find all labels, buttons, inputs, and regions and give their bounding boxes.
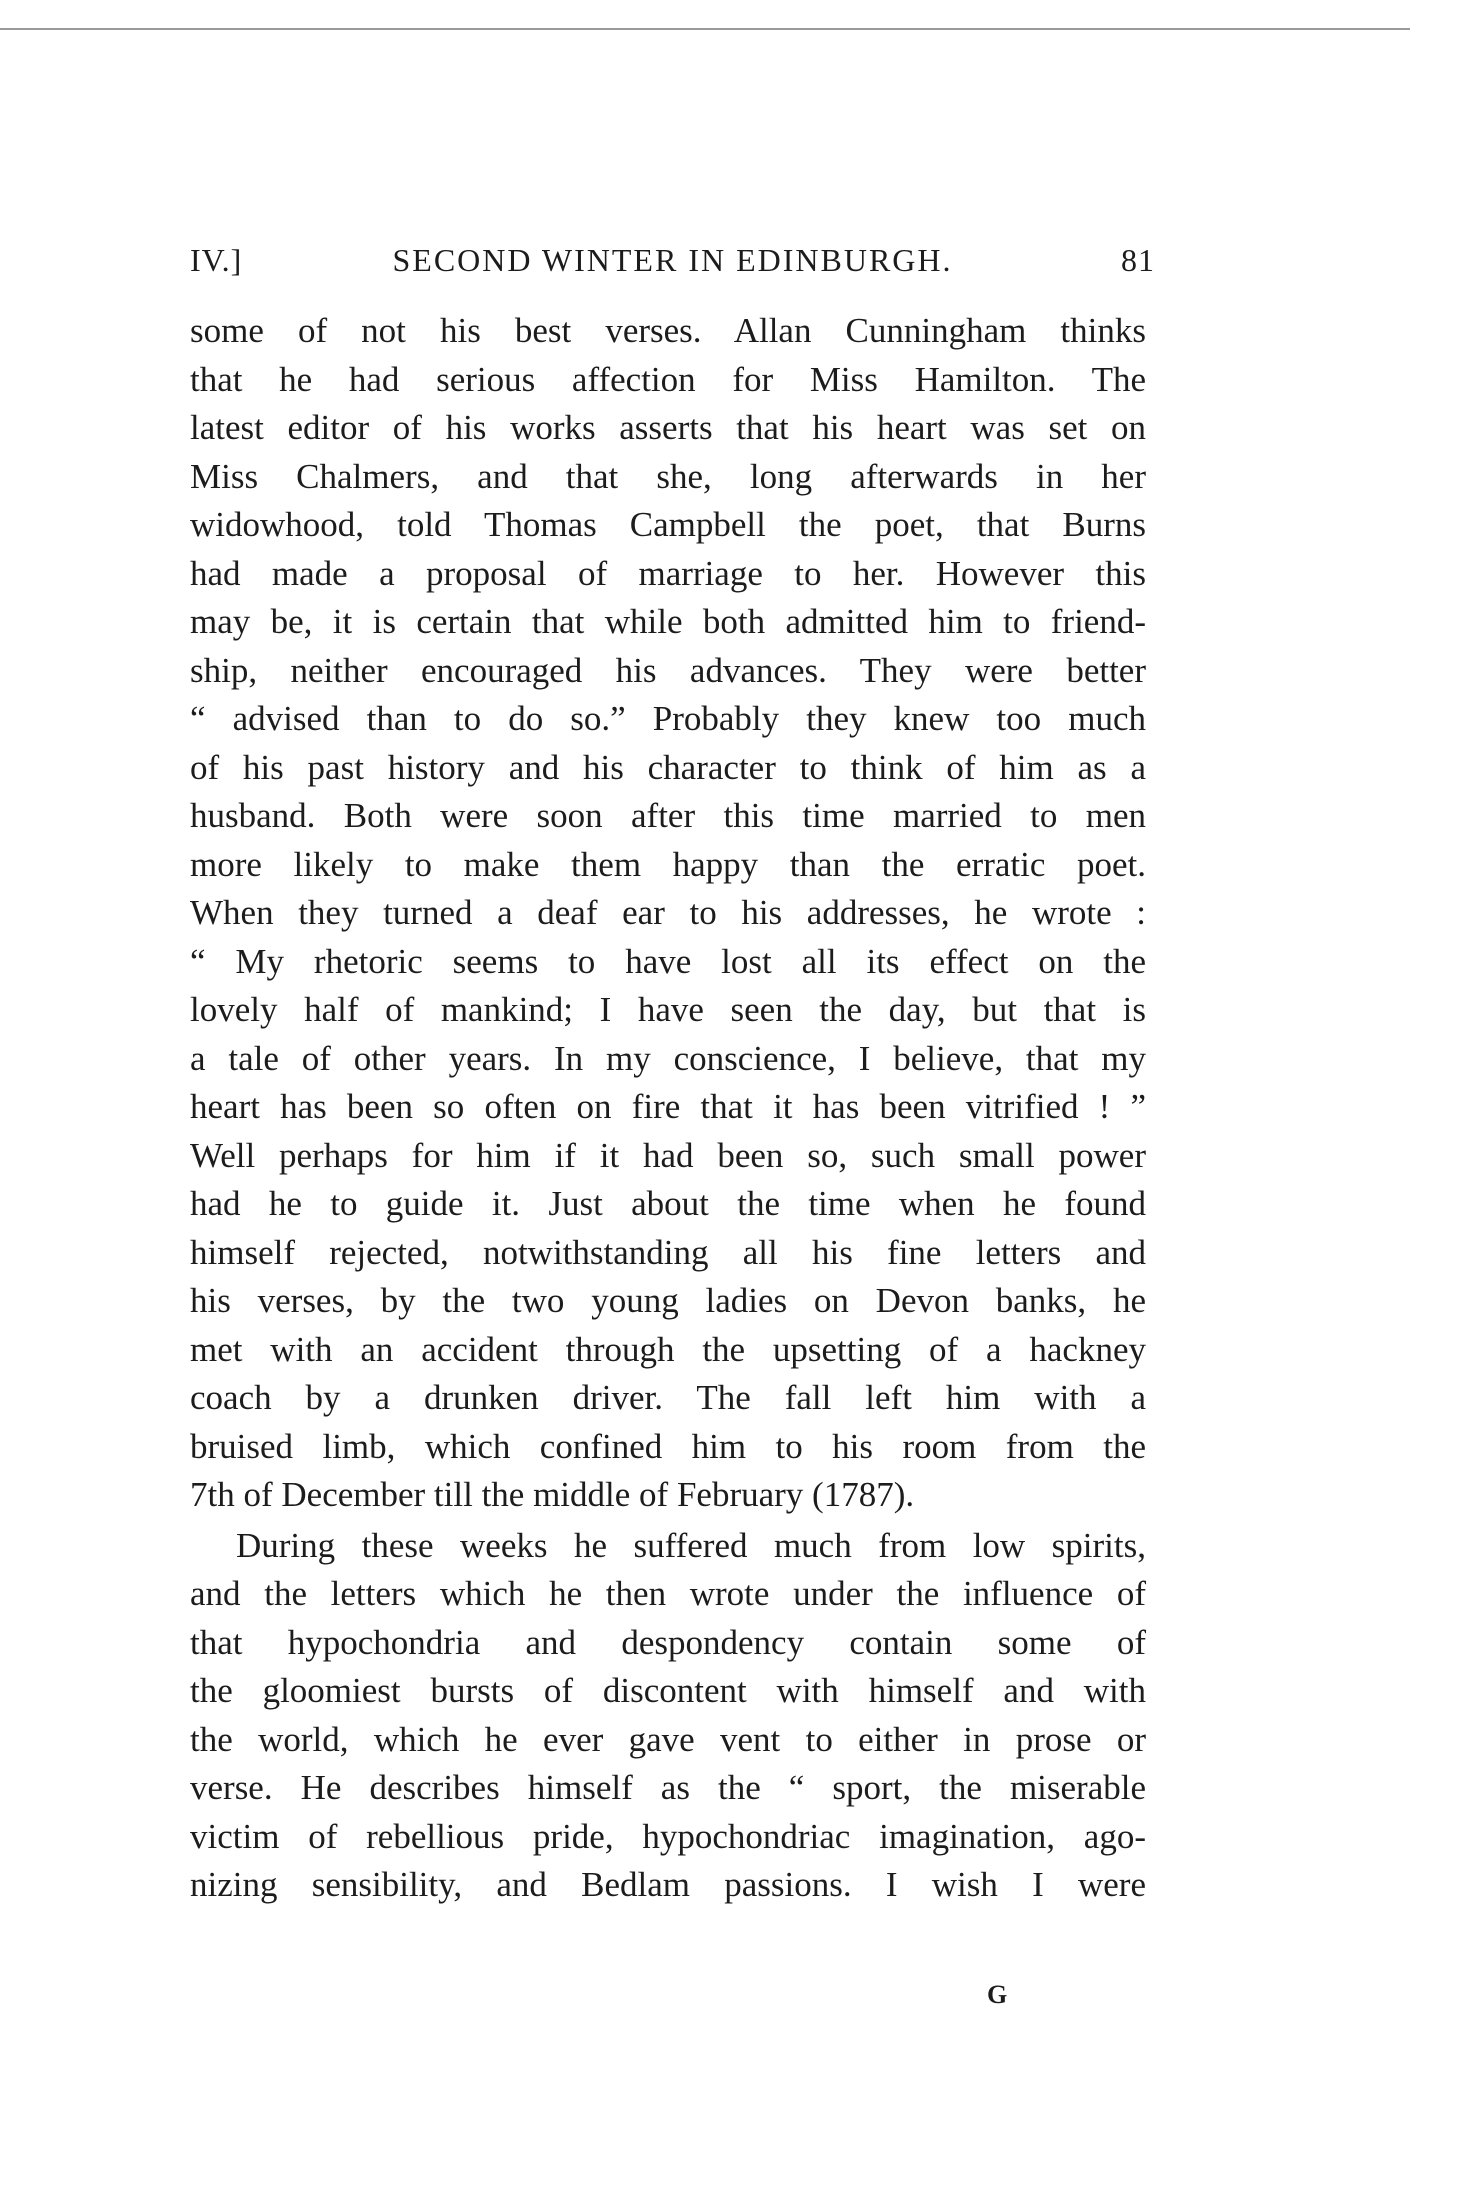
text-line: ship, neither encouraged his advances. They were better bbox=[190, 650, 1146, 690]
text-line: 7th of December till the middle of February (1787). bbox=[190, 1475, 915, 1514]
chapter-number: IV.] bbox=[190, 242, 243, 278]
text-line: some of not his best verses. Allan Cunningham thinks bbox=[190, 311, 1146, 350]
text-line: had he to guide it. Just about the time when he found bbox=[190, 1184, 1146, 1223]
running-head bbox=[190, 240, 1155, 280]
text-line: of his past history and his character to think of him as a bbox=[190, 747, 1146, 787]
signature-mark: G bbox=[987, 1980, 1008, 2009]
running-title: SECOND WINTER IN EDINBURGH. bbox=[392, 242, 953, 278]
text-line: nizing sensibility, and Bedlam passions. I wish I were bbox=[190, 1865, 1146, 1904]
text-line: lovely half of mankind; I have seen the day, but that is bbox=[190, 990, 1146, 1029]
text-line: had made a proposal of marriage to her. However this bbox=[190, 553, 1146, 593]
page-number: 81 bbox=[1121, 242, 1155, 278]
text-line: his verses, by the two young ladies on Devon banks, he bbox=[190, 1281, 1146, 1320]
paragraph-2 bbox=[190, 1522, 1146, 1910]
top-rule bbox=[0, 28, 1410, 30]
text-line: widowhood, told Thomas Campbell the poet, that Burns bbox=[190, 505, 1146, 544]
text-line: victim of rebellious pride, hypochondriac imagination, ago- bbox=[190, 1816, 1146, 1856]
body-text bbox=[190, 307, 1146, 1910]
text-line: When they turned a deaf ear to his addresses, he wrote : bbox=[190, 893, 1146, 932]
text-line: may be, it is certain that while both admitted him to friend- bbox=[190, 602, 1146, 641]
text-line: himself rejected, notwithstanding all his fine letters and bbox=[190, 1232, 1146, 1272]
text-line: the gloomiest bursts of discontent with himself and with bbox=[190, 1671, 1146, 1710]
text-line: met with an accident through the upsetting of a hackney bbox=[190, 1329, 1146, 1369]
text-line: coach by a drunken driver. The fall left him with a bbox=[190, 1378, 1146, 1417]
text-line: During these weeks he suffered much from low spirits, bbox=[236, 1525, 1146, 1565]
text-line: more likely to make them happy than the erratic poet. bbox=[190, 844, 1146, 884]
text-line: husband. Both were soon after this time married to men bbox=[190, 796, 1146, 835]
text-line: “ My rhetoric seems to have lost all its effect on the bbox=[190, 941, 1146, 981]
text-line: bruised limb, which confined him to his room from the bbox=[190, 1426, 1146, 1466]
text-line: “ advised than to do so.” Probably they knew too much bbox=[190, 699, 1146, 738]
text-line: latest editor of his works asserts that his heart was set on bbox=[190, 408, 1146, 447]
text-line: heart has been so often on fire that it has been vitrified ! ” bbox=[190, 1087, 1146, 1126]
text-line: Miss Chalmers, and that she, long afterwards in her bbox=[190, 456, 1146, 496]
paragraph-1 bbox=[190, 307, 1146, 1520]
text-line: a tale of other years. In my conscience, I believe, that my bbox=[190, 1038, 1146, 1078]
text-line: and the letters which he then wrote under the influence of bbox=[190, 1574, 1146, 1613]
text-line: Well perhaps for him if it had been so, such small power bbox=[190, 1135, 1146, 1175]
text-line: verse. He describes himself as the “ sport, the miserable bbox=[190, 1768, 1146, 1807]
text-line: the world, which he ever gave vent to either in prose or bbox=[190, 1719, 1146, 1759]
text-line: that he had serious affection for Miss Hamilton. The bbox=[190, 359, 1146, 399]
text-line: that hypochondria and despondency contain some of bbox=[190, 1622, 1146, 1662]
